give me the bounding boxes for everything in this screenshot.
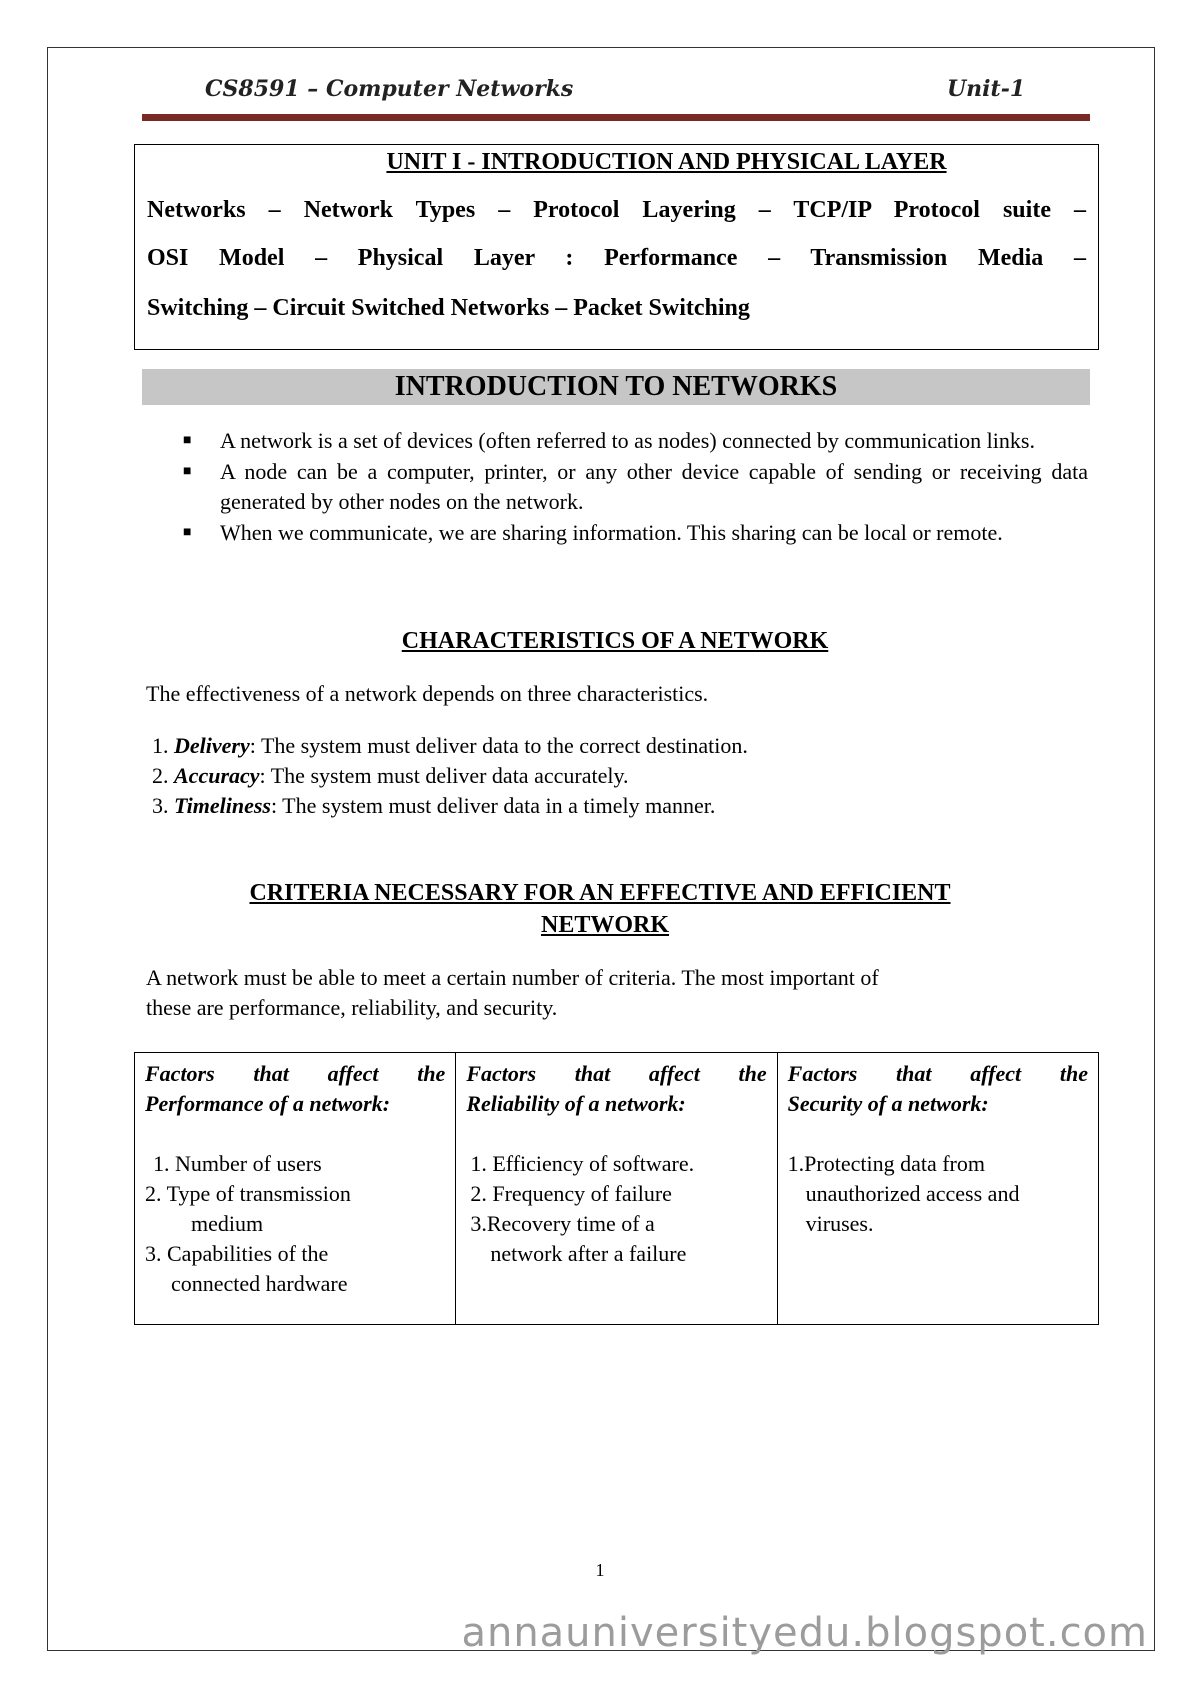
factor-list [466, 1149, 766, 1269]
column-header-line: Factors that affect the [787, 1061, 1088, 1086]
item-number: 1. [152, 733, 169, 758]
running-header [0, 74, 1200, 114]
list-item: 1.Protecting data from [787, 1151, 985, 1176]
bullet-text: A network is a set of devices (often referred to as nodes) connected by communication links. [220, 428, 1035, 453]
section-heading-band [142, 369, 1090, 405]
list-item: connected hardware [171, 1271, 348, 1296]
item-term: Timeliness [174, 793, 271, 818]
header-rule [142, 114, 1090, 121]
list-item: medium [191, 1211, 264, 1236]
column-header [145, 1059, 445, 1119]
criteria-heading: CRITERIA NECESSARY FOR AN EFFECTIVE AND EFFICIENT [249, 880, 951, 906]
list-item: viruses. [805, 1211, 874, 1236]
characteristics-heading: CHARACTERISTICS OF A NETWORK [401, 628, 829, 654]
syllabus-line: Switching – Circuit Switched Networks – Packet Switching [147, 295, 750, 321]
column-header [466, 1059, 766, 1119]
factor-list [788, 1149, 1088, 1239]
unit-heading: UNIT I - INTRODUCTION AND PHYSICAL LAYER [386, 149, 947, 175]
list-item: 1. Number of users [153, 1151, 322, 1176]
bullet-square-icon: ■ [183, 525, 192, 540]
column-header-line: Performance of a network: [145, 1091, 391, 1116]
bullet-square-icon: ■ [183, 464, 192, 479]
list-item [152, 731, 748, 761]
factors-table [134, 1052, 1099, 1325]
column-header-line: Security of a network: [787, 1091, 989, 1116]
item-term: Delivery [174, 733, 250, 758]
bullet-text: When we communicate, we are sharing information. This sharing can be local or remote. [220, 520, 1003, 545]
table-cell-reliability [456, 1053, 777, 1325]
criteria-paragraph-line: A network must be able to meet a certain number of criteria. The most important of [146, 965, 879, 990]
list-item: network after a failure [490, 1241, 687, 1266]
bullet-square-icon: ■ [183, 433, 192, 448]
item-number: 3. [152, 793, 169, 818]
unit-syllabus-box [134, 144, 1099, 350]
list-item: 2. Frequency of failure [470, 1181, 672, 1206]
unit-label: Unit-1 [947, 76, 1026, 102]
list-item: 2. Type of transmission [145, 1181, 351, 1206]
criteria-heading-line2: NETWORK [540, 912, 669, 938]
bullet-text: A node can be a computer, printer, or any other device capable of sending or receiving data generated by other nodes on the network. [220, 459, 1088, 514]
list-item: 1. Efficiency of software. [470, 1151, 695, 1176]
column-header-line: Factors that affect the [145, 1061, 446, 1086]
characteristics-list [152, 731, 748, 821]
list-item [180, 518, 1088, 548]
course-title: CS8591 – Computer Networks [205, 76, 574, 102]
syllabus-line: OSI Model – Physical Layer : Performance – Transmission Media – [147, 245, 1086, 271]
characteristics-intro: The effectiveness of a network depends on three characteristics. [146, 681, 709, 706]
item-text: : The system must deliver data in a timely manner. [270, 793, 716, 818]
column-header [788, 1059, 1088, 1119]
list-item [180, 457, 1088, 517]
list-item [152, 791, 748, 821]
section-heading: INTRODUCTION TO NETWORKS [394, 371, 838, 402]
item-number: 2. [152, 763, 169, 788]
syllabus-line: Networks – Network Types – Protocol Layering – TCP/IP Protocol suite – [147, 197, 1086, 223]
list-item: 3.Recovery time of a [470, 1211, 655, 1236]
column-header-line: Factors that affect the [466, 1061, 767, 1086]
list-item: 3. Capabilities of the [145, 1241, 329, 1266]
page-number: 1 [595, 1560, 605, 1580]
table-cell-performance [135, 1053, 456, 1325]
item-term: Accuracy [174, 763, 260, 788]
column-header-line: Reliability of a network: [466, 1091, 686, 1116]
item-text: : The system must deliver data accurately. [259, 763, 629, 788]
watermark: annauniversityedu.blogspot.com [461, 1610, 1148, 1656]
table-row [135, 1053, 1099, 1325]
list-item: unauthorized access and [805, 1181, 1020, 1206]
list-item [180, 426, 1088, 456]
intro-bullet-list [180, 426, 1088, 549]
table-cell-security [777, 1053, 1098, 1325]
criteria-paragraph-line: these are performance, reliability, and security. [146, 995, 558, 1020]
factor-list [145, 1149, 445, 1299]
list-item [152, 761, 748, 791]
item-text: : The system must deliver data to the correct destination. [249, 733, 748, 758]
